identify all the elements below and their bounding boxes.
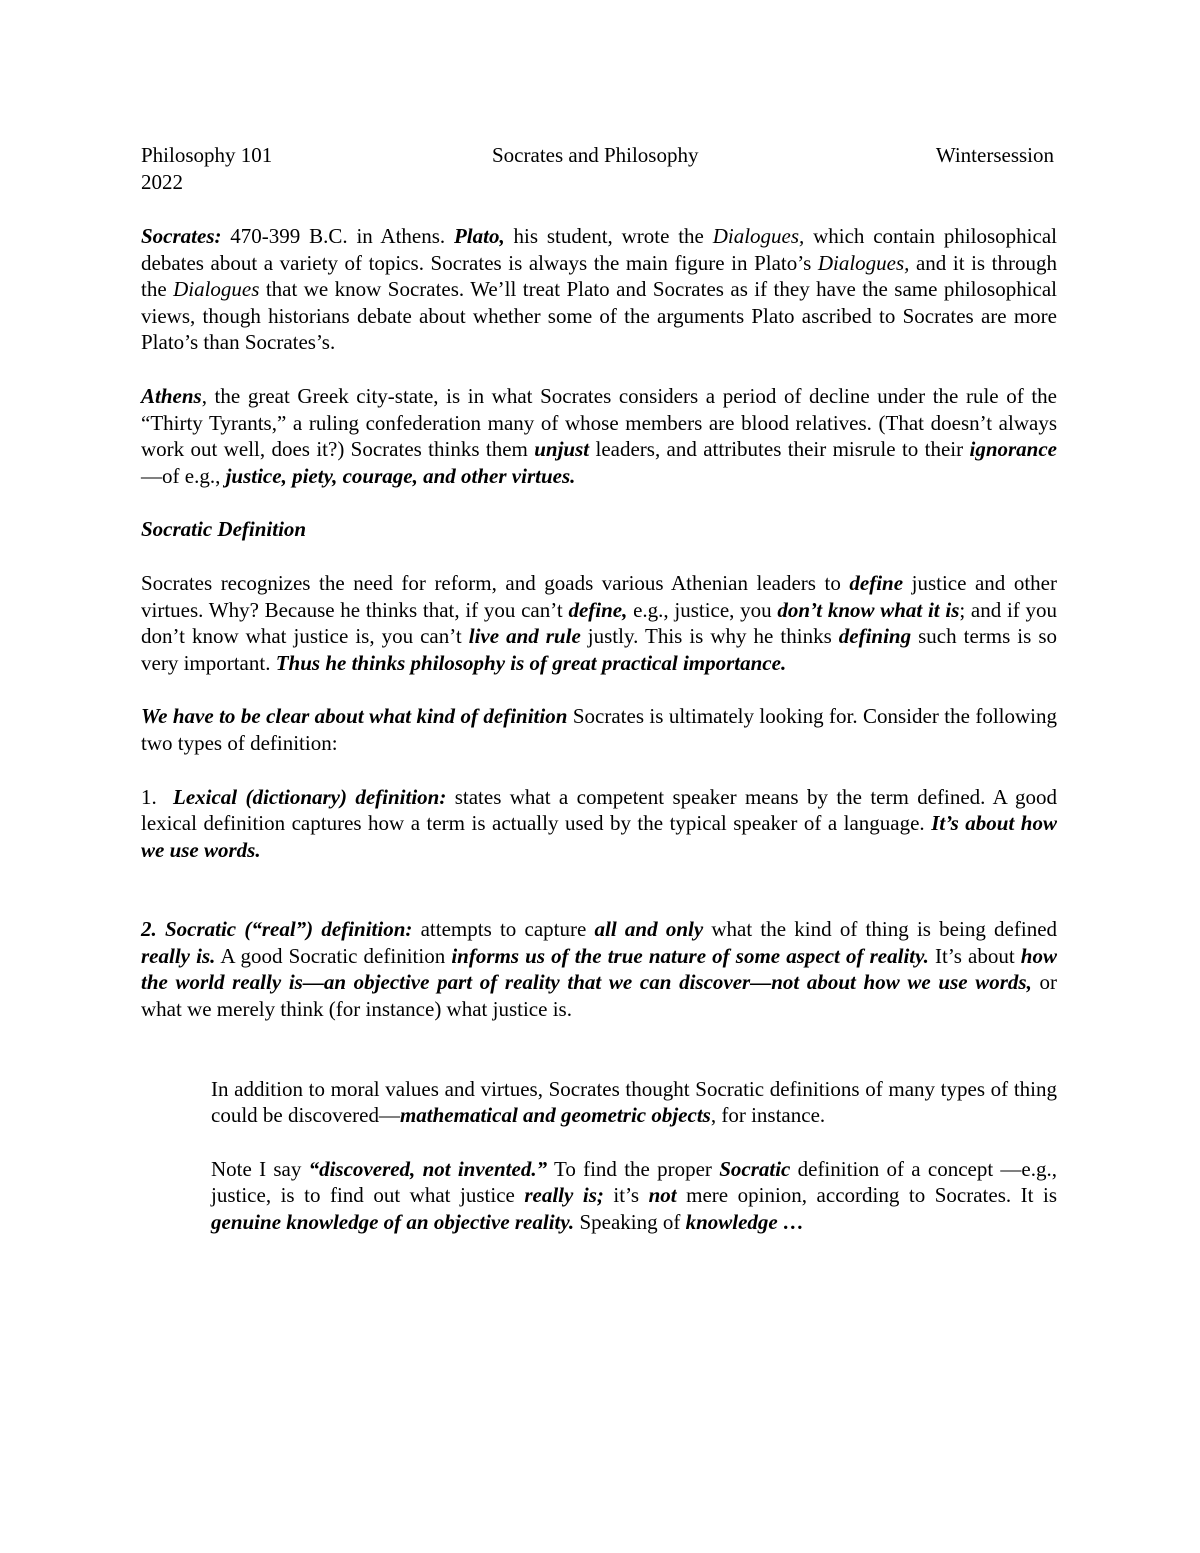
emphasis: defining — [838, 624, 912, 649]
emphasis: Socratic — [719, 1156, 791, 1181]
athens-paragraph — [141, 383, 1057, 489]
text: states what a competent speaker means by the term defined. A good lexical definition captures how a term is actually used by the typical speaker of a language. — [141, 784, 1057, 836]
emphasis: live and rule — [468, 624, 581, 649]
text: leaders, and attributes their misrule to their — [589, 437, 970, 462]
text: Speaking of — [574, 1210, 686, 1235]
text: justice and other virtues. Why? Because he thinks that, if you can’t — [141, 570, 1057, 622]
text: it’s — [603, 1183, 649, 1208]
socrates-label: Socrates: — [141, 224, 222, 248]
emphasis: define — [849, 570, 904, 595]
athens-label: Athens — [141, 383, 202, 408]
addition-paragraph — [211, 1076, 1057, 1129]
intro-paragraph — [141, 223, 1057, 356]
text: and it is through the — [141, 250, 1057, 302]
text: ; and if you don’t know what justice is, you can’t — [141, 597, 1058, 649]
emphasis: It’s about how we use words. — [141, 811, 1057, 862]
emphasis: We have to be clear about what kind of definition — [141, 704, 568, 729]
text: —of e.g., — [141, 463, 226, 488]
header-year: 2022 — [141, 170, 183, 194]
emphasis: mathematical and geometric objects — [399, 1103, 711, 1128]
note-paragraph — [211, 1156, 1057, 1236]
emphasis: Thus he thinks philosophy is of great practical importance. — [275, 650, 787, 675]
list-number: 1. — [141, 784, 157, 809]
text: In addition to moral values and virtues, Socrates thought Socratic definitions of many types of thing could be discovered— — [211, 1076, 1057, 1128]
socratic-label: 2. Socratic (“real”) definition: — [141, 917, 413, 942]
text: Socrates is ultimately looking for. Consider the following two types of definition: — [141, 704, 1057, 755]
text: 470-399 B.C. in Athens. — [221, 224, 454, 248]
section-heading-text: Socratic Definition — [141, 517, 307, 542]
header-topic: Socrates and Philosophy — [492, 143, 699, 167]
emphasis: genuine knowledge of an objective reality. — [211, 1210, 575, 1235]
reform-paragraph — [141, 570, 1057, 676]
text: e.g., justice, you — [627, 597, 778, 622]
text: , the great Greek city-state, is in what Socrates considers a period of decline under the rule of the “Thirty Tyrants,” a ruling confederation many of whose members are blood relatives. (That doesn’t always work out well, does it?) Socrates thinks them — [141, 383, 1057, 462]
emphasis: don’t know what it is — [777, 597, 960, 622]
text: A good Socratic definition — [215, 943, 452, 968]
emphasis: unjust — [534, 437, 590, 462]
text: , for instance. — [710, 1103, 826, 1128]
indented-notes — [211, 1076, 1057, 1236]
emphasis: informs us of the true nature of some aspect of reality. — [451, 943, 929, 968]
emphasis: ignorance — [969, 437, 1057, 462]
header-course: Philosophy 101 — [141, 143, 273, 167]
header-term: Wintersession — [935, 143, 1054, 167]
text: Note I say — [211, 1156, 309, 1181]
dialogues-title: Dialogues — [173, 277, 260, 302]
emphasis: justice, piety, courage, and other virtues. — [225, 463, 576, 488]
text: justly. This is why he thinks — [580, 624, 839, 649]
emphasis: “discovered, not invented.” — [308, 1156, 548, 1181]
text: It’s about — [928, 943, 1021, 968]
page-header — [141, 142, 1057, 169]
clear-paragraph — [141, 703, 1057, 756]
lexical-label: Lexical (dictionary) definition: — [173, 784, 447, 809]
emphasis: how the world really is—an objective part of reality that we can discover—not about how we use words, — [141, 943, 1057, 995]
dialogues-title: Dialogues, — [817, 250, 910, 275]
text: mere opinion, according to Socrates. It is — [676, 1183, 1057, 1208]
text: such terms is so very important. — [141, 624, 1058, 675]
text: definition of a concept —e.g., justice, is to find out what justice — [211, 1156, 1058, 1208]
plato-label: Plato, — [453, 224, 505, 248]
text: or what we merely think (for instance) what justice is. — [141, 970, 1057, 1022]
text: Socrates recognizes the need for reform, and goads various Athenian leaders to — [141, 570, 850, 595]
text: his student, wrote the — [504, 224, 713, 248]
dialogues-title: Dialogues, — [712, 224, 805, 248]
lexical-definition-item — [141, 784, 1057, 864]
emphasis: really is; — [524, 1183, 604, 1208]
text: attempts to capture — [412, 917, 595, 942]
emphasis: not — [648, 1183, 677, 1208]
emphasis: knowledge … — [685, 1210, 805, 1235]
emphasis: all and only — [594, 917, 704, 942]
text: what the kind of thing is being defined — [703, 917, 1058, 942]
socratic-definition-item — [141, 916, 1057, 1022]
text: which contain philosophical debates about a variety of topics. Socrates is always the main figure in Plato’s — [141, 224, 1057, 275]
emphasis: really is. — [141, 943, 216, 968]
section-heading — [141, 516, 1057, 543]
text: that we know Socrates. We’ll treat Plato and Socrates as if they have the same philosophical views, though historians debate about whether some of the arguments Plato ascribed to Socrates are more Plato’s than Socrates’s. — [141, 277, 1058, 355]
emphasis: define, — [568, 597, 628, 622]
document-page — [141, 142, 1057, 1236]
text: To find the proper — [547, 1156, 720, 1181]
